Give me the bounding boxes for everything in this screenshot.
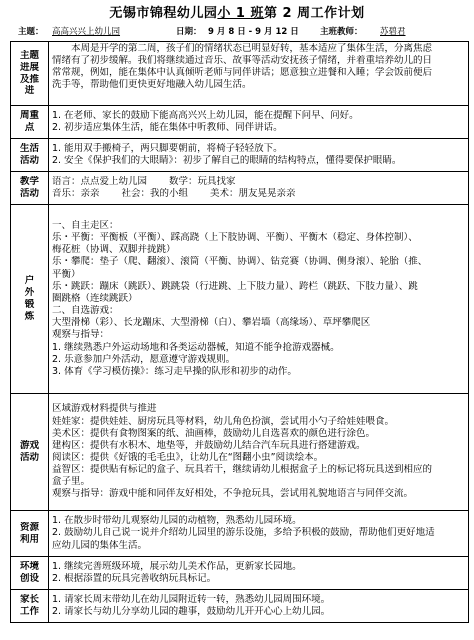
head-text: 家长: [19, 594, 39, 606]
cell-game-activities: [49, 394, 469, 511]
row-resource-use: [11, 511, 469, 557]
text-line: 本周是开学的第二周，孩子们的情绪状态已明显好转，基本适应了集体生活，分离焦虑: [71, 43, 433, 54]
cell-teaching-activities: [49, 172, 469, 205]
head-text: 点: [24, 122, 35, 133]
teaching-item: 社会：我的小组: [121, 188, 189, 199]
text-line: 观察与指导：游戏中能和同伴友好相处，不争抢玩具，尝试用礼貌地语言与同伴交流。: [52, 488, 414, 500]
text-line: 洗手等，帮助他们更快更好地融入幼儿园生活。: [52, 79, 252, 91]
head-text: 游戏: [19, 440, 39, 452]
row-life-activities: [11, 139, 469, 172]
teacher-value: 苏碧君: [380, 27, 406, 37]
text-line: 1. 继续熟悉户外运动场地和各类运动器械，知道不能争抢游戏器械。: [52, 341, 340, 353]
cell-outdoor-activities: [49, 205, 469, 394]
head-text: 及推: [19, 73, 39, 85]
head-text: 锻: [24, 299, 35, 310]
teaching-item: 音乐：亲亲: [52, 188, 100, 199]
text-line: 二、自选游戏：: [52, 305, 119, 317]
text-line: 大型滑梯（彩）、长龙蹦床、大型滑梯（白）、攀岩墙（高缘场）、草坪攀爬区: [52, 317, 371, 329]
head-text: 户: [24, 275, 35, 287]
text-line: 常常规，例如，能在集体中认真倾听老师与同伴讲话；愿意独立进餐和入睡；学会饭前便后: [52, 67, 433, 79]
title-week: 第 2 周: [264, 6, 311, 21]
text-line: 平衡）: [52, 268, 81, 280]
text-line: 美术区：提供有食物图案的纸、油画棒，鼓励幼儿自选喜欢的颜色进行涂色。: [52, 427, 376, 439]
text-line: 一、自主走区：: [52, 219, 119, 231]
head-environment: [11, 557, 49, 590]
head-text: 利用: [19, 533, 39, 545]
cell-resource-use: [49, 511, 469, 557]
text-line: 2. 根据添置的玩具完善收纳玩具标记。: [52, 573, 217, 584]
cell-weekly-focus: [49, 106, 469, 139]
head-theme-progress: [11, 42, 49, 106]
text-line: 应幼儿园的集体生活。: [52, 539, 148, 551]
head-text: 资源: [19, 521, 39, 533]
row-weekly-focus: [11, 106, 469, 139]
row-teaching-activities: [11, 172, 469, 205]
head-life-activities: [11, 139, 49, 172]
title-class: 小 1 班: [217, 6, 264, 21]
page-title: [0, 6, 474, 23]
row-environment: [11, 557, 469, 590]
row-game-activities: [11, 394, 469, 511]
theme-value: 高高兴兴上幼儿园: [52, 27, 121, 37]
cell-theme-progress: [49, 42, 469, 106]
head-text: 工作: [19, 606, 39, 617]
row-outdoor-activities: [11, 205, 469, 394]
head-game-activities: [11, 394, 49, 511]
text-line: 情绪有了初步缓解。我们将继续通过音乐、故事等活动安抚孩子情绪，并着重培养幼儿的日: [52, 55, 433, 67]
teaching-line-2: [52, 188, 465, 200]
title-prefix: 无锡市锦程幼儿园: [109, 6, 218, 21]
theme-label: 主题：: [18, 27, 44, 37]
text-line: 2. 初步适应集体生活，能在集体中听教师、同伴讲话。: [52, 122, 283, 133]
text-line: 1. 在散步时带幼儿观察幼儿园的动植物，熟悉幼儿园环境。: [52, 515, 302, 527]
text-line: 观察与指导：: [52, 329, 110, 341]
head-family-work: [11, 590, 49, 623]
teacher-label: 主班教师：: [320, 27, 363, 37]
date-label: 日期：: [176, 27, 202, 37]
head-text: 创设: [19, 573, 39, 584]
text-line: 2. 请家长与幼儿分享幼儿园的趣事，鼓励幼儿开开心心上幼儿园。: [52, 606, 331, 617]
text-line: 1. 继续完善班级环境，展示幼儿美术作品，更新家长园地。: [52, 560, 302, 572]
text-line: 1. 能用双手搬椅子，两只脚要朝前，将椅子轻轻放下。: [52, 142, 283, 154]
head-teaching-activities: [11, 172, 49, 205]
text-line: 2. 乐意参加户外活动，愿意遵守游戏规则。: [52, 353, 236, 365]
text-line: 乐・攀爬：垫子（爬、翻滚）、滚筒（平衡、协调）、钻竞赛（协调、侧身滚）、轮胎（推、: [52, 256, 428, 268]
row-family-work: [11, 590, 469, 623]
head-text: 进展: [19, 61, 39, 73]
head-text: 炼: [24, 310, 35, 322]
teaching-item: 美术：朋友晃晃亲亲: [210, 188, 296, 199]
meta-row: [18, 27, 468, 41]
head-text: 活动: [19, 452, 39, 463]
title-suffix: 工作计划: [310, 6, 365, 21]
text-line: 区域游戏材料提供与推进: [52, 403, 157, 415]
text-line: 3. 体育《学习模仿操》：练习走早操的队形和初步的动作。: [52, 365, 297, 377]
head-text: 教学: [19, 176, 39, 188]
text-line: 2. 鼓励幼儿自己说一说并介绍幼儿园里的游乐设施，多给予积极的鼓励，帮助他们更好地适: [52, 527, 435, 539]
teaching-item: 语言：点点爱上幼儿园: [52, 175, 148, 187]
row-theme-progress: [11, 42, 469, 106]
head-text: 进: [24, 85, 35, 97]
date-value: 9 月 8 日 - 9 月 12 日: [208, 27, 299, 37]
text-line: 益智区：提供贴有标记的盒子、玩具若干，继续请幼儿根据盒子上的标记将玩具送到相应的: [52, 464, 433, 476]
text-line: 2. 安全《保护我们的大眼睛》：初步了解自己的眼睛的结构特点，懂得要保护眼睛。: [52, 155, 402, 166]
text-line: 圈跳格（连续跳跃）: [52, 292, 138, 304]
text-line: 娃娃家：提供娃娃、厨房玩具等材料，幼儿角色扮演，尝试用小勺子给娃娃喂食。: [52, 415, 395, 427]
head-text: 生活: [19, 143, 39, 155]
head-weekly-focus: [11, 106, 49, 139]
teaching-item: 数学：玩具找家: [169, 175, 236, 187]
cell-family-work: [49, 590, 469, 623]
teaching-line-1: [52, 176, 465, 188]
cell-life-activities: [49, 139, 469, 172]
head-outdoor-activities: [11, 205, 49, 394]
text-line: 阅读区：提供《好饿的毛毛虫》，让幼儿在“图翻小虫”阅读绘本。: [52, 452, 324, 463]
text-line: 盒子里。: [52, 476, 91, 488]
text-line: 乐・平衡：平衡板（平衡）、踩高跷（上下肢协调、平衡）、平衡木（稳定、身体控制）、: [52, 232, 418, 244]
text-line: 1. 请家长周末带幼儿在幼儿园附近转一转，熟悉幼儿园周围环境。: [52, 593, 331, 605]
head-text: 活动: [19, 155, 39, 166]
text-line: 梅花桩（协调、双脚并拢跳）: [52, 244, 176, 256]
head-text: 主题: [19, 49, 39, 61]
head-text: 环境: [19, 561, 39, 573]
cell-environment: [49, 557, 469, 590]
head-resource-use: [11, 511, 49, 557]
text-line: 1. 在老师、家长的鼓励下能高高兴兴上幼儿园，能在提醒下问早、问好。: [52, 109, 359, 121]
text-line: 建构区：提供有水积木、地垫等，并鼓励幼儿结合汽车玩具进行搭建游戏。: [52, 439, 366, 451]
head-text: 外: [24, 287, 35, 299]
weekly-plan-table: [10, 41, 469, 623]
head-text: 活动: [19, 188, 39, 199]
text-line: 乐・跳跃：蹦床（跳跃）、跳跳袋（行进跳、上下肢力量）、跨栏（跳跃、下肢力量）、跳: [52, 280, 418, 292]
head-text: 周重: [19, 110, 39, 122]
